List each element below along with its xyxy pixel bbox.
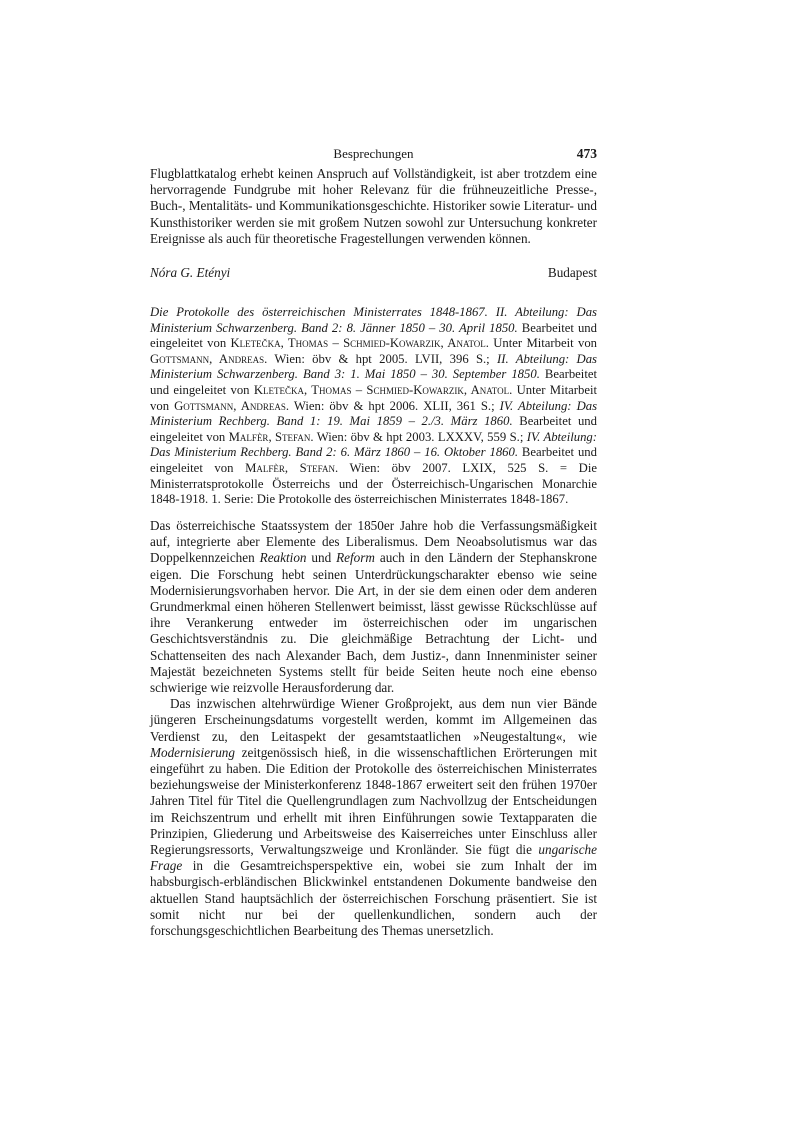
text-run: Bearbeitet und eingeleitet von xyxy=(150,445,597,475)
bibliographic-citation xyxy=(150,305,597,508)
running-header xyxy=(150,146,597,164)
running-title: Besprechungen xyxy=(333,146,414,161)
text-run: Das österreichische Staatssystem der 1850er Jahre hob die Verfassungsmäßigkeit auf, integrierte aber Elemente des Liberalismus. Dem Neoabsolutismus war das Doppelkennzeichen xyxy=(150,518,597,566)
text-run: Wien: öbv & hpt 2006. XLII, 361 S.; xyxy=(289,398,500,413)
text-run: Bearbeitet und eingeleitet von xyxy=(150,414,597,444)
page-number: 473 xyxy=(576,146,597,161)
author-name: Malfèr, Stefan. xyxy=(228,429,314,444)
text-run: Unter Mitarbeit von xyxy=(150,382,597,413)
intro-paragraph: Flugblattkatalog erhebt keinen Anspruch auf Vollständigkeit, ist aber trotzdem eine hervorragende Fundgrube mit hoher Relevanz für die frühneuzeitliche Presse-, Buch-, Mentalitäts- und Kommunikationsgeschichte. Historiker sowie Literatur- und Kunsthistoriker werden sie mit großem Nutzen sowohl zur Untersuchung konkreter Ereignisse als auch für theoretische Fragestellungen verwenden können. xyxy=(150,166,597,246)
text-run: Bearbeitet und eingeleitet von xyxy=(150,367,597,397)
review-body xyxy=(150,518,597,939)
italic-text: Reaktion xyxy=(259,550,307,566)
italic-text: Die Protokolle des österreichischen Ministerrates 1848-1867. II. Abteilung: Das Ministerium Schwarzenberg. Band 2: 8. Jänner 1850 – 30. April 1850. xyxy=(150,305,597,335)
text-run: Unter Mitarbeit von xyxy=(488,336,598,351)
author-name: Gottsmann, Andreas. xyxy=(150,351,268,366)
body-paragraph xyxy=(150,518,597,696)
reviewer-name: Nóra G. Etényi xyxy=(150,265,231,280)
text-run: und xyxy=(306,550,337,566)
text-run: Bearbeitet und eingeleitet von xyxy=(150,320,597,351)
body-paragraph xyxy=(150,696,597,939)
author-name: Gottsmann, Andreas. xyxy=(174,398,290,413)
review-signature xyxy=(150,265,597,281)
text-run: zeitgenössisch hieß, in die wissenschaftlichen Erörterungen mit eingeführt zu haben. Die Edition der Protokolle des österreichischen Ministerrates beziehungsweise der Ministerkonferenz 1848-1867 erweitert seit den frühen 1970er Jahren Titel für Titel die Quellengrundlagen zum Nachvollzug der Entscheidungen im Reichszentrum und erhellt mit ihren Einführungen sowie Textapparaten die Prinzipien, Gliederung und Arbeitsweise des Kaiserreiches unter Einschluss aller Regierungsressorts, Verwaltungszweige und Kronländer. Sie fügt die xyxy=(150,744,597,858)
text-run: Wien: öbv & hpt 2005. LVII, 396 S.; xyxy=(267,351,498,366)
italic-text: IV. Abteilung: Das Ministerium Rechberg. Band 1: 19. Mai 1859 – 2./3. März 1860. xyxy=(150,398,598,429)
intro-paragraph-block xyxy=(150,166,597,247)
italic-text: Reform xyxy=(336,550,375,566)
author-name: Kletečka, Thomas – Schmied-Kowarzik, Anatol. xyxy=(253,382,513,397)
author-name: Kletečka, Thomas – Schmied-Kowarzik, Anatol. xyxy=(230,336,489,351)
bibliographic-entry xyxy=(150,305,597,508)
italic-text: ungarische Frage xyxy=(150,842,597,874)
italic-text: Modernisierung xyxy=(150,744,235,760)
text-run: Das inzwischen altehrwürdige Wiener Großprojekt, aus dem nun vier Bände jüngeren Erscheinungsdatums vorgestellt werden, kommt im Allgemeinen das Verdienst zu, den Leitaspekt der gesamtstaatlichen »Neugestaltung«, wie xyxy=(150,696,597,744)
author-name: Malfèr, Stefan. xyxy=(245,460,339,475)
text-run: Wien: öbv & hpt 2003. LXXXV, 559 S.; xyxy=(313,429,527,444)
text-run: auch in den Ländern der Stephanskrone eigen. Die Forschung hebt seinen Unterdrückungscharakter ebenso wie seine Modernisierungsvorhaben hervor. Die Art, in der sie dem einen oder dem anderen Grundmerkmal einen höheren Stellenwert beimisst, lässt gewisse Rückschlüsse auf ihre Verankerung entweder im österreichischen oder im ungarischen Geschichtsverständnis zu. Die gleichmäßige Betrachtung der Licht- und Schattenseiten des nach Alexander Bach, dem Justiz-, dann Innenminister seiner Majestät bezeichneten Systems stellt für beide Seiten heute noch eine ebenso schwierige wie reizvolle Herausforderung dar. xyxy=(150,550,597,696)
text-run: in die Gesamtreichsperspektive ein, wobei sie zum Inhalt der im habsburgisch-erbländischen Blickwinkel entstandenen Dokumente bandweise den aktuellen Stand hauptsächlich der österreichischen Forschung präsentiert. Sie ist somit nicht nur bei der quellenkundlichen, sondern auch der forschungsgeschichtlichen Bearbeitung des Themas unersetzlich. xyxy=(150,858,597,939)
italic-text: II. Abteilung: Das Ministerium Schwarzenberg. Band 3: 1. Mai 1850 – 30. September 1850. xyxy=(150,351,597,382)
italic-text: IV. Abteilung: Das Ministerium Rechberg. Band 2: 6. März 1860 – 16. Oktober 1860. xyxy=(150,429,597,460)
text-run: Wien: öbv 2007. LXIX, 525 S. = Die Ministerratsprotokolle Österreichs und der Österreichisch-Ungarischen Monarchie 1848-1918. 1. Serie: Die Protokolle des österreichischen Ministerrates 1848-1867. xyxy=(150,460,598,507)
reviewer-city: Budapest xyxy=(547,265,597,280)
